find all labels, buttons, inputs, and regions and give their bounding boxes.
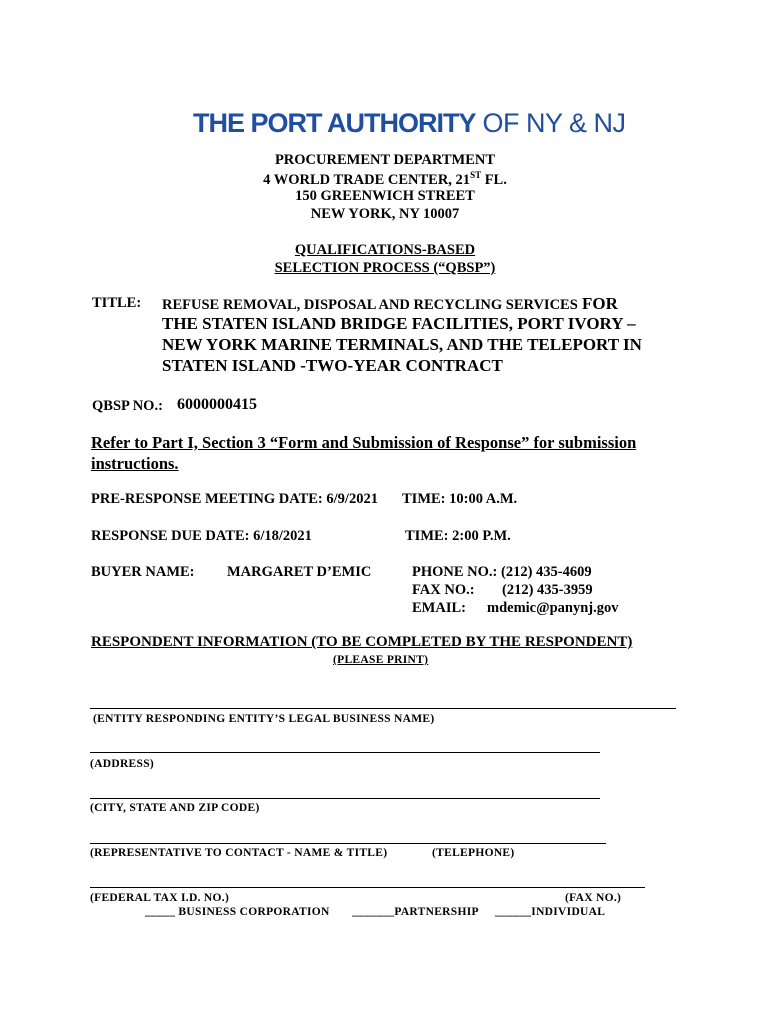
- address-caption: (ADDRESS): [90, 758, 155, 770]
- please-print: (PLEASE PRINT): [333, 654, 429, 666]
- buyer-label: BUYER NAME:: [91, 564, 195, 580]
- respondent-heading: RESPONDENT INFORMATION (TO BE COMPLETED BY THE RESPONDENT): [91, 634, 633, 650]
- representative-caption: (REPRESENTATIVE TO CONTACT - NAME & TITLE): [90, 847, 388, 859]
- city-state-zip-line[interactable]: [90, 798, 600, 799]
- tax-id-caption: (FEDERAL TAX I.D. NO.): [90, 892, 230, 904]
- address-superscript: ST: [470, 170, 482, 180]
- title-label: TITLE:: [92, 295, 142, 311]
- port-authority-logo: [193, 108, 626, 139]
- buyer-name: MARGARET D’EMIC: [227, 564, 372, 580]
- tax-id-line[interactable]: [90, 887, 645, 888]
- entity-name-line[interactable]: [90, 708, 676, 709]
- fax-caption: (FAX NO.): [565, 892, 622, 904]
- title-line-3: NEW YORK MARINE TERMINALS, AND THE TELEPORT IN: [162, 335, 642, 354]
- meeting-time: TIME: 10:00 A.M.: [402, 491, 518, 507]
- buyer-phone: PHONE NO.: (212) 435-4609: [412, 564, 592, 580]
- logo-light-text: OF NY & NJ: [482, 108, 626, 138]
- partnership-option[interactable]: _______PARTNERSHIP: [352, 906, 479, 918]
- buyer-fax: (212) 435-3959: [502, 582, 593, 598]
- process-line-1: QUALIFICATIONS-BASED: [294, 242, 476, 258]
- title-line-1: [162, 294, 618, 314]
- address-line-1-end: FL.: [481, 171, 507, 188]
- title-line-4: STATEN ISLAND -TWO-YEAR CONTRACT: [162, 356, 503, 375]
- address-line[interactable]: [90, 752, 600, 753]
- refer-line-1: Refer to Part I, Section 3 “Form and Submission of Response” for submission: [91, 433, 637, 452]
- entity-name-caption: (ENTITY RESPONDING ENTITY’S LEGAL BUSINESS NAME): [93, 713, 435, 725]
- buyer-email-label: EMAIL:: [412, 600, 466, 616]
- city-state-zip-caption: (CITY, STATE AND ZIP CODE): [90, 802, 260, 814]
- qbsp-label: QBSP NO.:: [92, 398, 163, 414]
- address-line-1-main: 4 WORLD TRADE CENTER, 21: [263, 171, 471, 188]
- logo-bold-text: THE PORT AUTHORITY: [193, 108, 476, 138]
- address-line-3: NEW YORK, NY 10007: [310, 206, 460, 222]
- individual-option[interactable]: ______INDIVIDUAL: [495, 906, 606, 918]
- due-date: RESPONSE DUE DATE: 6/18/2021: [91, 528, 312, 544]
- address-line-1: [0, 170, 770, 189]
- telephone-caption: (TELEPHONE): [432, 847, 515, 859]
- meeting-date: PRE-RESPONSE MEETING DATE: 6/9/2021: [91, 491, 378, 507]
- due-time: TIME: 2:00 P.M.: [405, 528, 511, 544]
- business-corporation-option[interactable]: _____ BUSINESS CORPORATION: [145, 906, 330, 918]
- title-line-1-text: REFUSE REMOVAL, DISPOSAL AND RECYCLING SERVICES: [162, 297, 578, 313]
- address-line-2: 150 GREENWICH STREET: [295, 188, 475, 204]
- title-line-1-for: FOR: [577, 294, 618, 313]
- buyer-fax-label: FAX NO.:: [412, 582, 475, 598]
- refer-line-2: instructions.: [91, 454, 179, 473]
- process-line-2: SELECTION PROCESS (“QBSP”): [274, 260, 496, 276]
- department-name: PROCUREMENT DEPARTMENT: [274, 152, 496, 168]
- title-line-2: THE STATEN ISLAND BRIDGE FACILITIES, PORT IVORY –: [162, 314, 636, 333]
- buyer-email: mdemic@panynj.gov: [487, 600, 619, 616]
- qbsp-number: 6000000415: [177, 396, 257, 413]
- representative-line[interactable]: [90, 843, 606, 844]
